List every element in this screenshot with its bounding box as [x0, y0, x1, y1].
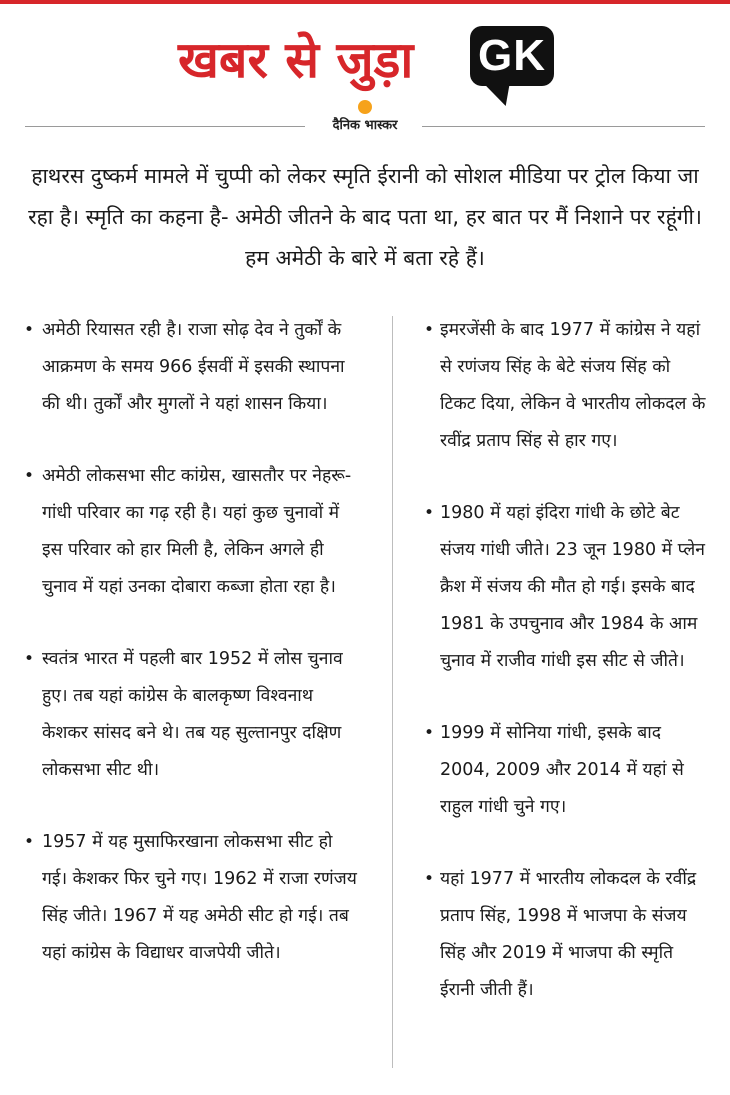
list-item: • अमेठी रियासत रही है। राजा सोढ़ देव ने तुर्कों के आक्रमण के समय 966 ईसवीं में इसकी स्थापना की थी। तुर्कों और मुगलों ने यहां शासन किया। — [20, 312, 360, 423]
sun-logo-icon — [358, 100, 372, 114]
bullet-icon: • — [24, 649, 35, 669]
list-item: • यहां 1977 में भारतीय लोकदल के रवींद्र प्रताप सिंह, 1998 में भाजपा के संजय सिंह और 2019 में भाजपा की स्मृति ईरानी जीती हैं। — [420, 861, 710, 1009]
column-divider — [392, 316, 393, 1068]
gk-badge: GK — [470, 26, 554, 86]
list-item: • इमरजेंसी के बाद 1977 में कांग्रेस ने यहां से रणंजय सिंह के बेटे संजय सिंह को टिकट दिया, लेकिन वे भारतीय लोकदल के रवींद्र प्रताप सिंह से हार गए। — [420, 312, 710, 460]
brand-row — [0, 96, 730, 136]
divider-line-left — [25, 126, 305, 127]
list-item: • स्वतंत्र भारत में पहली बार 1952 में लोस चुनाव हुए। तब यहां कांग्रेस के बालकृष्ण विश्वनाथ केशकर सांसद बने थे। तब यह सुल्तानपुर दक्षिण लोकसभा सीट थी। — [20, 641, 360, 789]
brand-logo: दैनिक भास्कर — [332, 118, 398, 133]
bullet-icon: • — [424, 503, 435, 523]
left-column — [20, 312, 360, 1007]
bullet-icon: • — [24, 466, 35, 486]
bullet-icon: • — [24, 832, 35, 852]
list-item: • 1957 में यह मुसाफिरखाना लोकसभा सीट हो गई। केशकर फिर चुने गए। 1962 में राजा रणंजय सिंह जीते। 1967 में यह अमेठी सीट हो गई। तब यहां कांग्रेस के विद्याधर वाजपेयी जीते। — [20, 824, 360, 972]
list-item: • 1999 में सोनिया गांधी, इसके बाद 2004, 2009 और 2014 में यहां से राहुल गांधी चुने गए। — [420, 715, 710, 826]
list-item: • अमेठी लोकसभा सीट कांग्रेस, खासतौर पर नेहरू-गांधी परिवार का गढ़ रही है। यहां कुछ चुनावों में इस परिवार को हार मिली है, लेकिन अगले ही चुनाव में यहां उनका दोबारा कब्जा होता रहा है। — [20, 458, 360, 606]
bullet-icon: • — [424, 723, 435, 743]
right-column — [420, 312, 710, 1044]
bullet-icon: • — [24, 320, 35, 340]
bullet-icon: • — [424, 869, 435, 889]
intro-paragraph: हाथरस दुष्कर्म मामले में चुप्पी को लेकर स्मृति ईरानी को सोशल मीडिया पर ट्रोल किया जा रहा है। स्मृति का कहना है- अमेठी जीतने के बाद पता था, हर बात पर मैं निशाने पर रहूंगी। हम अमेठी के बारे में बता रहे हैं। — [28, 164, 702, 270]
divider-line-right — [422, 126, 705, 127]
headline: खबर से जुड़ा — [178, 31, 414, 89]
list-item: • 1980 में यहां इंदिरा गांधी के छोटे बेट संजय गांधी जीते। 23 जून 1980 में प्लेन क्रैश में संजय की मौत हो गई। इसके बाद 1981 के उपचुनाव और 1984 के आम चुनाव में राजीव गांधी इस सीट से जीते। — [420, 495, 710, 680]
top-border — [0, 0, 730, 4]
bullet-icon: • — [424, 320, 435, 340]
